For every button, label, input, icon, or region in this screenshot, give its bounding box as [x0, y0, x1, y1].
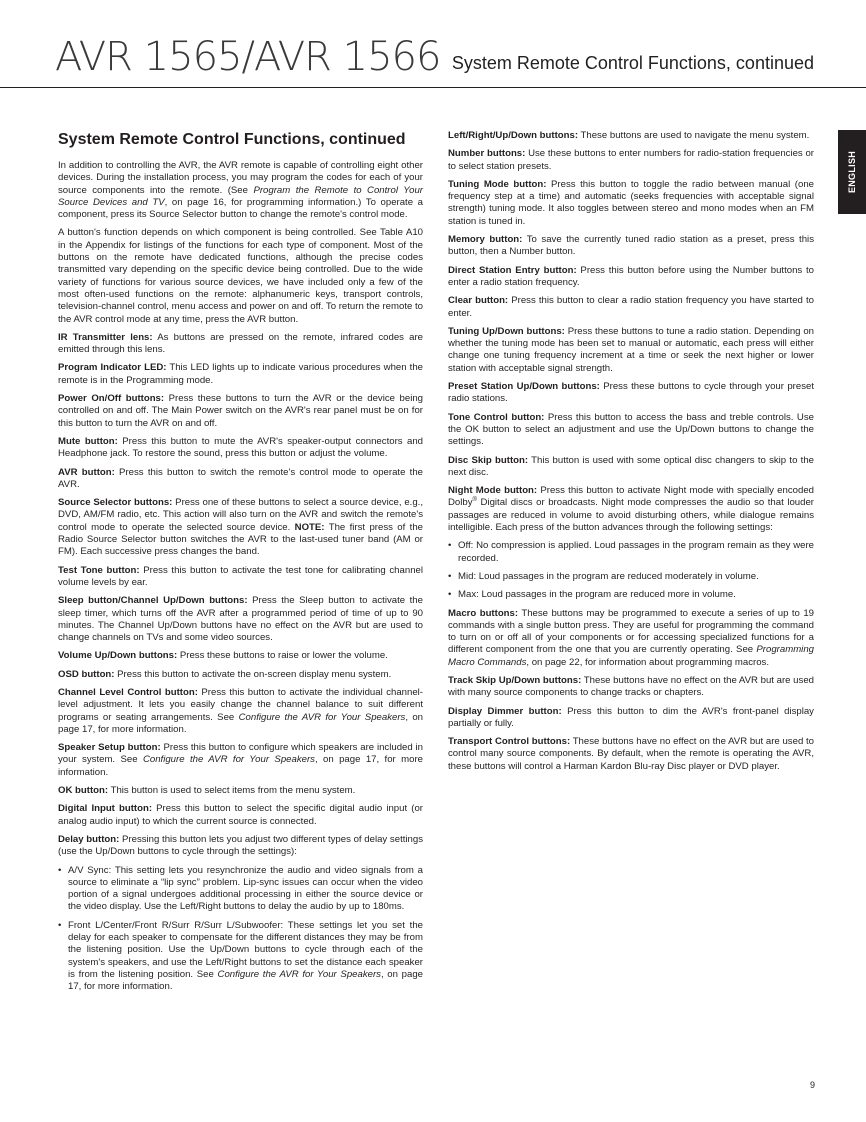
list-item: • Mid: Loud passages in the program are reduced moderately in volume. — [448, 571, 814, 583]
running-header: System Remote Control Functions, continued — [451, 53, 814, 73]
volume-entry: Volume Up/Down buttons: Press these buttons to raise or lower the volume. — [58, 650, 388, 662]
channel-level-entry: Channel Level Control button: Press this button to activate the individual channel-level adjustment. It lets you easily change the channel balance to suit different programs or seating arrangements. See Configure the AVR for Your Speakers, on page 17, for more information. — [58, 686, 423, 735]
number-buttons-entry: Number buttons: Use these buttons to enter numbers for radio-station frequencies or to select station presets. — [448, 148, 814, 172]
model-title: AVR 1565/AVR 1566 — [55, 34, 441, 80]
nav-buttons-entry: Left/Right/Up/Down buttons: These buttons are used to navigate the menu system. — [448, 130, 810, 141]
ok-entry: OK button: This button is used to select items from the menu system. — [58, 785, 356, 797]
right-column — [448, 130, 814, 779]
display-dimmer-entry: Display Dimmer button: Press this button to dim the AVR's front-panel display partially or fully. — [448, 705, 814, 729]
ir-transmitter-entry: IR Transmitter lens: As buttons are pressed on the remote, infrared codes are emitted through this lens. — [58, 331, 423, 356]
direct-entry: Direct Station Entry button: Press this button before using the Number buttons to enter a radio station frequency. — [448, 264, 814, 288]
list-item: • Max: Loud passages in the program are reduced more in volume. — [448, 589, 814, 601]
track-skip-entry: Track Skip Up/Down buttons: These buttons have no effect on the AVR but are used with many source components to change tracks or chapters. — [448, 674, 814, 699]
program-led-entry: Program Indicator LED: This LED lights up to indicate various procedures when the remote is in the Programming mode. — [58, 362, 423, 386]
delay-entry: Delay button: Pressing this button lets you adjust two different types of delay settings (use the Up/Down buttons to cycle through the settings): — [58, 833, 423, 858]
mute-entry: Mute button: Press this button to mute the AVR's speaker-output connectors and Headphone jack. To restore the sound, press this button or adjust the volume. — [58, 435, 423, 460]
language-tab-label: ENGLISH — [847, 150, 858, 194]
sleep-entry: Sleep button/Channel Up/Down buttons: Press the Sleep button to activate the sleep timer, which turns off the AVR after a programmed period of time of up to 90 minutes. The Channel Up/Down buttons have no effect on the AVR but are used to change channels on TVs and some video sources. — [58, 595, 423, 644]
header-rule — [0, 87, 866, 88]
list-item: • A/V Sync: This setting lets you resynchronize the audio and video signals from a source to eliminate a “lip sync” problem. Lip-sync issues can occur when the video portion of a signal undergoes additional processing in either the source device or the video display. Use the Left/Right buttons to delay the audio by up to 180ms. — [58, 865, 423, 914]
page-number: 9 — [809, 1080, 815, 1090]
tuning-mode-entry: Tuning Mode button: Press this button to toggle the radio between manual (one frequency step at a time) and automatic (seeks frequencies with acceptable signal strength) tuning mode. It also toggles between stereo and mono modes when an FM station is tuned in. — [448, 178, 814, 227]
avr-button-entry: AVR button: Press this button to switch the remote's control mode to operate the AVR. — [58, 466, 423, 490]
night-mode-entry: Night Mode button: Press this button to activate Night mode with specially encoded Dolby® Digital discs or broadcasts. Night mode compresses the audio so that louder passages are reduced in volume to avoid disturbing others, while dialogue remains intelligible. Each press of the button advances through the following settings: — [448, 485, 814, 534]
digital-input-entry: Digital Input button: Press this button to select the specific digital audio input (or analog audio input) to which the current source is connected. — [58, 803, 423, 827]
left-column — [58, 128, 423, 1000]
preset-entry: Preset Station Up/Down buttons: Press these buttons to cycle through your preset radio stations. — [448, 381, 814, 405]
tuning-updown-entry: Tuning Up/Down buttons: Press these buttons to tune a radio station. Depending on whether the tuning mode has been set to manual or automatic, each press will either change one tuning frequency increment at a time or seek the next higher or lower station with acceptable signal strength. — [448, 325, 814, 374]
intro-paragraph-2: A button's function depends on which component is being controlled. See Table A10 in the Appendix for listings of the functions for each type of component. Most of the buttons on the remote have dedicated functions, although the precise codes transmitted vary depending on the specific device being controlled. Due to the wide variety of functions for various source devices, we have included only a few of the most often-used functions on the remote: alphanumeric keys, transport controls, television-channel control, menu access and power on and off. To return the remote to the AVR control mode at any time, press the AVR button. — [58, 227, 423, 325]
macro-entry: Macro buttons: These buttons may be programmed to execute a series of up to 19 commands with a single button press. They are useful for programming the command to turn on or off all of your components or for accessing specialized functions for a different component from the one that you are currently operating. See Programming Macro Commands, on page 22, for information about programming macros. — [448, 607, 814, 668]
language-tab — [838, 130, 866, 214]
night-mode-bullets — [448, 540, 814, 601]
intro-paragraph-1: In addition to controlling the AVR, the AVR remote is capable of controlling eight other devices. During the installation process, you may program the codes for each of your source components into the remote. (See Program the Remote to Control Your Source Devices and TV, on page 16, for programming information.) To operate a component, press its Source Selector button to change the remote's control mode. — [58, 160, 424, 221]
power-entry: Power On/Off buttons: Press these buttons to turn the AVR or the device being controlled on and off. The Main Power switch on the AVR's rear panel must be on for this button to turn the AVR on and off. — [58, 393, 423, 429]
memory-entry: Memory button: To save the currently tuned radio station as a preset, press this button, then a Number button. — [448, 234, 814, 258]
source-selector-entry: Source Selector buttons: Press one of these buttons to select a source device, e.g., DVD, AM/FM radio, etc. This action will also turn on the AVR and switch the remote's control mode to operate the selected source device. NOTE: The first press of the Radio Source Selector button switches the AVR to the last-used tuner band (AM or FM). Each successive press changes the band. — [58, 497, 424, 558]
section-title: System Remote Control Functions, continued — [58, 131, 406, 148]
list-item: • Off: No compression is applied. Loud passages in the program remain as they were recorded. — [448, 540, 814, 565]
tone-control-entry: Tone Control button: Press this button to access the bass and treble controls. Use the OK button to select an adjustment and use the Up/Down buttons to change the settings. — [448, 411, 814, 448]
disc-skip-entry: Disc Skip button: This button is used with some optical disc changers to skip to the next disc. — [448, 454, 814, 478]
test-tone-entry: Test Tone button: Press this button to activate the test tone for calibrating channel volume levels by ear. — [58, 564, 423, 588]
transport-entry: Transport Control buttons: These buttons have no effect on the AVR but are used to control many source components. By default, when the remote is operating the AVR, these buttons will control a Harman Kardon Blu-ray Disc player or DVD player. — [448, 736, 814, 772]
speaker-setup-entry: Speaker Setup button: Press this button to configure which speakers are included in your system. See Configure the AVR for Your Speakers, on page 17, for more information. — [58, 742, 423, 778]
osd-entry: OSD button: Press this button to activate the on-screen display menu system. — [58, 668, 392, 680]
list-item: • Front L/Center/Front R/Surr R/Surr L/Subwoofer: These settings let you set the delay for each speaker to compensate for the different distances they may be from the listening position. Use the Up/Down buttons to cycle through each of the system's speakers, and use the Left/Right buttons to set the distance each speaker is from the listening position. See Configure the AVR for Your Speakers, on page 17, for more information. — [58, 920, 423, 994]
delay-bullets — [58, 865, 423, 994]
clear-entry: Clear button: Press this button to clear a radio station frequency you have started to enter. — [448, 295, 814, 319]
